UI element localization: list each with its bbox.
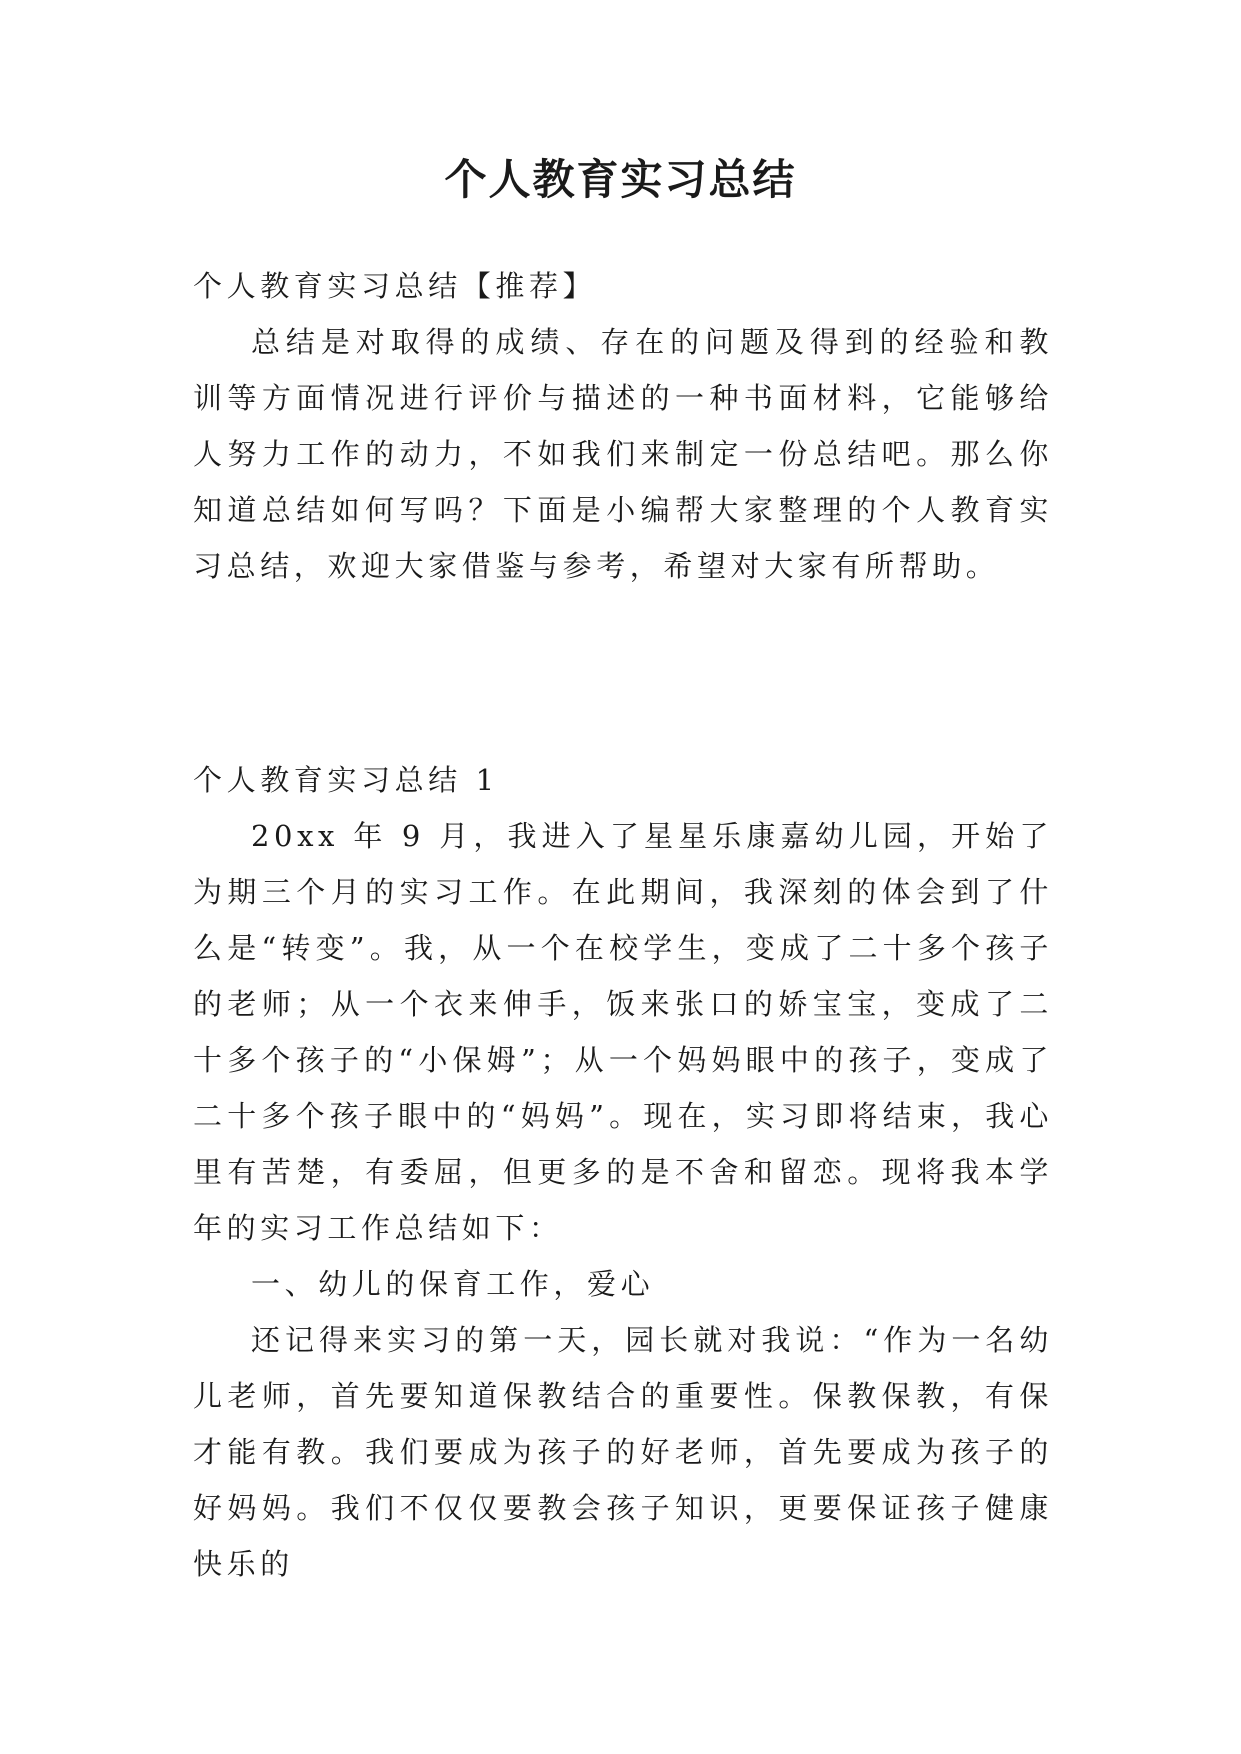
- section-heading: 个人教育实习总结 1: [193, 763, 499, 797]
- body-paragraph: 20xx 年 9 月，我进入了星星乐康嘉幼儿园，开始了为期三个月的实习工作。在此期间，我深刻的体会到了什么是“转变”。我，从一个在校学生，变成了二十多个孩子的老师；从一个衣来伸手，饭来张口的娇宝宝，变成了二十多个孩子的“小保姆”；从一个妈妈眼中的孩子，变成了二十多个孩子眼中的“妈妈”。现在，实习即将结束，我心里有苦楚，有委屈，但更多的是不舍和留恋。现将我本学年的实习工作总结如下：: [193, 819, 1053, 1245]
- subsection-heading: 一、幼儿的保育工作，爱心: [251, 1267, 655, 1301]
- document-title: 个人教育实习总结: [444, 155, 797, 204]
- subtitle: 个人教育实习总结【推荐】: [193, 269, 597, 303]
- section-1: [193, 752, 1053, 1592]
- body-paragraph: 还记得来实习的第一天，园长就对我说：“作为一名幼儿老师，首先要知道保教结合的重要性。保教保教，有保才能有教。我们要成为孩子的好老师，首先要成为孩子的好妈妈。我们不仅仅要教会孩子知识，更要保证孩子健康快乐的: [193, 1323, 1053, 1581]
- intro-paragraph: 总结是对取得的成绩、存在的问题及得到的经验和教训等方面情况进行评价与描述的一种书面材料，它能够给人努力工作的动力，不如我们来制定一份总结吧。那么你知道总结如何写吗？下面是小编帮大家整理的个人教育实习总结，欢迎大家借鉴与参考，希望对大家有所帮助。: [193, 325, 1053, 583]
- intro-block: [193, 258, 1053, 594]
